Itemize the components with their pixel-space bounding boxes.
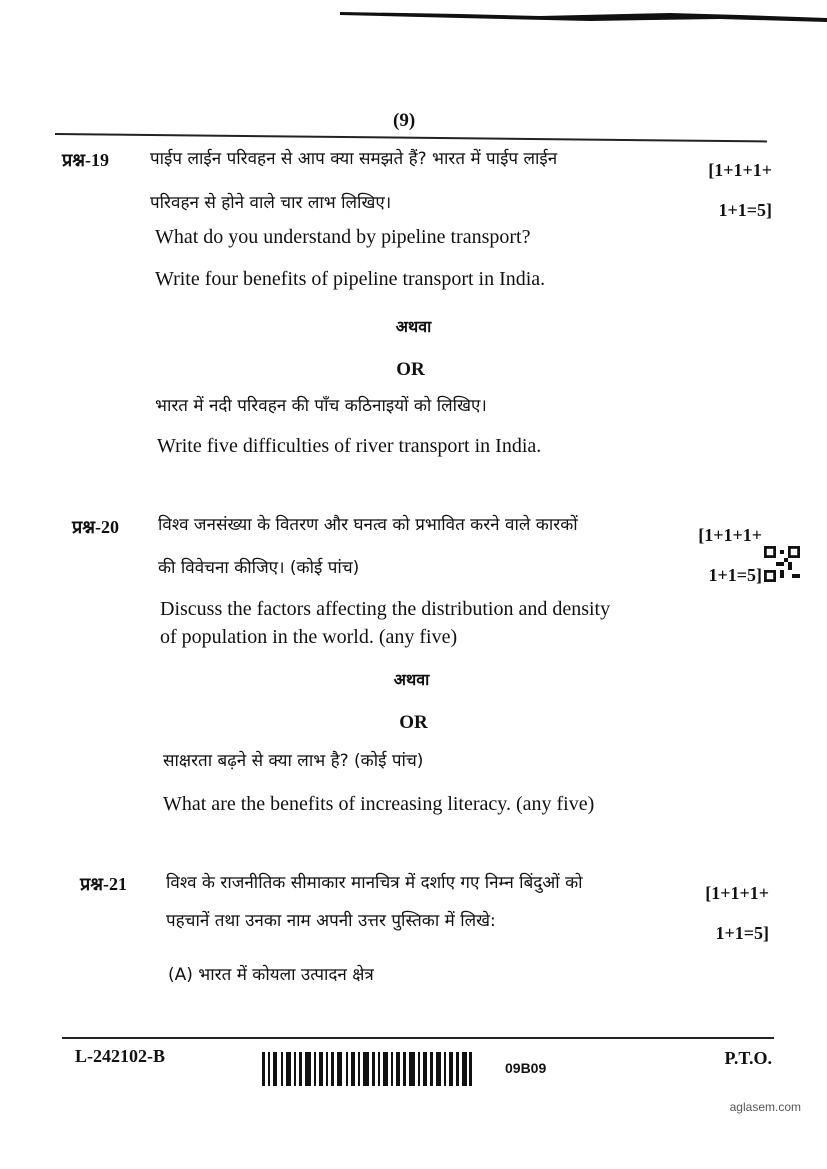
question-19-alt-english: Write five difficulties of river transport in India. — [157, 435, 542, 457]
question-20-label: प्रश्न-20 — [72, 517, 119, 537]
question-19-english-line2: Write four benefits of pipeline transport in India. — [155, 268, 546, 290]
question-19-or-english: OR — [396, 359, 425, 380]
scan-edge-artifact — [340, 6, 827, 22]
header-divider — [55, 133, 767, 142]
marks-line1: [1+1+1+ — [698, 525, 762, 545]
page-number: (9) — [393, 110, 416, 131]
qr-code-icon — [764, 546, 800, 582]
question-20-alt-hindi: साक्षरता बढ़ने से क्या लाभ है? (कोई पांच) — [163, 751, 424, 771]
question-21-hindi-line2: पहचानें तथा उनका नाम अपनी उत्तर पुस्तिका में लिखे: — [166, 911, 496, 931]
question-20-hindi-line2: की विवेचना कीजिए। (कोई पांच) — [158, 558, 360, 578]
marks-line1: [1+1+1+ — [705, 883, 769, 903]
question-20-alt-english: What are the benefits of increasing literacy. (any five) — [163, 793, 595, 815]
question-19-hindi-line1: पाईप लाईन परिवहन से आप क्या समझते हैं? भारत में पाईप लाईन — [150, 149, 558, 169]
question-21-sub-a: (A) भारत में कोयला उत्पादन क्षेत्र — [168, 965, 374, 985]
question-21-hindi-line1: विश्व के राजनीतिक सीमाकार मानचित्र में दर्शाए गए निम्न बिंदुओं को — [166, 873, 583, 893]
watermark: aglasem.com — [729, 1100, 801, 1114]
footer-divider — [62, 1037, 774, 1039]
question-20-or-hindi: अथवा — [393, 670, 430, 689]
marks-line2: 1+1=5] — [718, 200, 772, 220]
question-19-or-hindi: अथवा — [395, 317, 432, 336]
paper-code: L-242102-B — [75, 1046, 165, 1066]
barcode-icon — [262, 1052, 472, 1086]
question-20-or-english: OR — [399, 712, 428, 733]
question-19-marks — [708, 150, 772, 230]
question-19-alt-hindi: भारत में नदी परिवहन की पाँच कठिनाइयों को लिखिए। — [155, 396, 487, 416]
marks-line1: [1+1+1+ — [708, 160, 772, 180]
pto-label: P.T.O. — [724, 1048, 772, 1068]
question-21-marks — [705, 873, 769, 953]
barcode-text: 09B09 — [505, 1060, 547, 1076]
question-20-english-line2: of population in the world. (any five) — [160, 626, 458, 648]
marks-line2: 1+1=5] — [715, 923, 769, 943]
question-20-english-line1: Discuss the factors affecting the distribution and density — [160, 598, 611, 620]
question-21-label: प्रश्न-21 — [80, 874, 127, 894]
question-19-english-line1: What do you understand by pipeline transport? — [155, 226, 531, 248]
question-19-label: प्रश्न-19 — [62, 150, 109, 170]
marks-line2: 1+1=5] — [708, 565, 762, 585]
question-20-marks — [698, 515, 762, 595]
question-19-hindi-line2: परिवहन से होने वाले चार लाभ लिखिए। — [150, 193, 392, 213]
question-20-hindi-line1: विश्व जनसंख्या के वितरण और घनत्व को प्रभावित करने वाले कारकों — [158, 515, 578, 535]
